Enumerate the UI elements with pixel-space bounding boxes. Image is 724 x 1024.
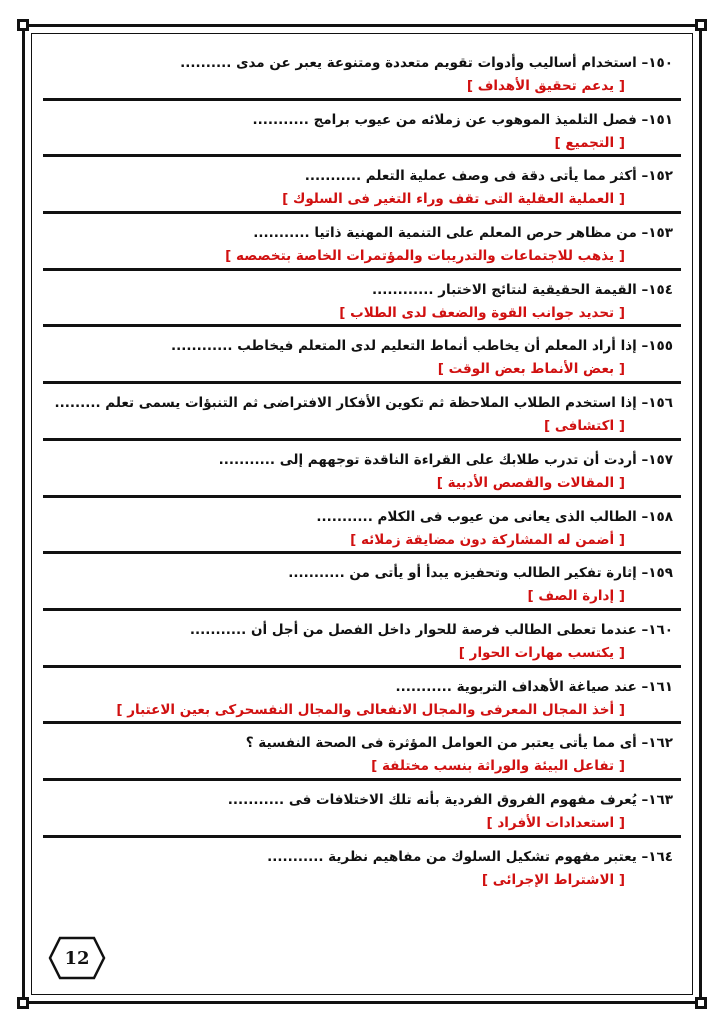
answer-text: [ بعض الأنماط بعض الوقت ] bbox=[437, 361, 625, 378]
question-item bbox=[43, 838, 681, 895]
question-text: ١٥١– فصل التلميذ الموهوب عن زملائه من عيوب برامج ........... bbox=[252, 111, 673, 128]
question-item bbox=[43, 214, 681, 271]
question-text: ١٦١– عند صياغة الأهداف التربوية ........... bbox=[395, 678, 673, 695]
question-item bbox=[43, 554, 681, 611]
border-corner-ornament bbox=[695, 19, 707, 31]
question-list bbox=[43, 44, 681, 894]
question-text: ١٥٤– القيمة الحقيقية لنتائج الاختبار ............ bbox=[372, 281, 673, 298]
question-text: ١٦٤– يعتبر مفهوم تشكيل السلوك من مفاهيم نظرية ........... bbox=[267, 848, 673, 865]
page-number-badge bbox=[48, 936, 106, 980]
question-text: ١٦٢– أى مما يأتى يعتبر من العوامل المؤثرة فى الصحة النفسية ؟ bbox=[245, 735, 673, 752]
answer-text: [ إدارة الصف ] bbox=[527, 588, 625, 605]
question-text: ١٥٨– الطالب الذى يعانى من عيوب فى الكلام ........... bbox=[316, 508, 673, 525]
question-item bbox=[43, 781, 681, 838]
border-corner-ornament bbox=[695, 997, 707, 1009]
border-corner-ornament bbox=[17, 19, 29, 31]
answer-text: [ يدعم تحقيق الأهداف ] bbox=[466, 78, 625, 94]
question-text: ١٥٠– استخدام أساليب وأدوات تقويم متعددة ومتنوعة يعبر عن مدى .......... bbox=[180, 55, 673, 71]
border-corner-ornament bbox=[17, 997, 29, 1009]
question-item bbox=[43, 668, 681, 725]
question-text: ١٥٧– أردت أن تدرب طلابك على القراءة الناقدة توجههم إلى ........... bbox=[218, 451, 673, 468]
question-item bbox=[43, 498, 681, 555]
question-item bbox=[43, 724, 681, 781]
answer-text: [ المقالات والقصص الأدبية ] bbox=[436, 474, 625, 491]
page-number: 12 bbox=[64, 947, 90, 969]
question-item bbox=[43, 44, 681, 101]
answer-text: [ التجميع ] bbox=[554, 134, 625, 151]
answer-text: [ تحديد جوانب القوة والضعف لدى الطلاب ] bbox=[339, 304, 625, 321]
question-item bbox=[43, 384, 681, 441]
answer-text: [ أخذ المجال المعرفى والمجال الانفعالى والمجال النفسحركى بعين الاعتبار ] bbox=[116, 701, 625, 718]
answer-text: [ العملية العقلية التى تقف وراء التغير فى السلوك ] bbox=[282, 191, 625, 208]
question-item bbox=[43, 157, 681, 214]
answer-text: [ تفاعل البيئة والوراثة بنسب مختلفة ] bbox=[371, 758, 625, 775]
question-text: ١٥٩– إثارة تفكير الطالب وتحفيزه يبدأ أو يأتى من ........... bbox=[288, 565, 673, 582]
answer-text: [ يكتسب مهارات الحوار ] bbox=[458, 644, 625, 661]
question-item bbox=[43, 271, 681, 328]
question-item bbox=[43, 611, 681, 668]
answer-text: [ استعدادات الأفراد ] bbox=[486, 814, 625, 831]
question-text: ١٥٦– إذا استخدم الطلاب الملاحظة ثم تكوين الأفكار الافتراضى ثم التنبؤات يسمى تعلم ......... bbox=[54, 395, 673, 412]
question-text: ١٥٢– أكثر مما يأتى دقة فى وصف عملية التعلم ........... bbox=[304, 168, 673, 185]
answer-text: [ الاشتراط الإجرائى ] bbox=[481, 871, 625, 888]
question-item bbox=[43, 441, 681, 498]
question-text: ١٦٣– يُعرف مفهوم الفروق الفردية بأنه تلك الاختلافات فى ........... bbox=[227, 791, 673, 808]
answer-text: [ أضمن له المشاركة دون مضايقة زملائه ] bbox=[350, 531, 625, 548]
question-text: ١٥٣– من مظاهر حرص المعلم على التنمية المهنية ذاتيا ........... bbox=[253, 225, 673, 242]
question-item bbox=[43, 327, 681, 384]
question-text: ١٦٠– عندما تعطى الطالب فرصة للحوار داخل الفصل من أجل أن ........... bbox=[189, 621, 673, 638]
question-item bbox=[43, 101, 681, 158]
answer-text: [ اكتشافى ] bbox=[543, 418, 625, 435]
answer-text: [ يذهب للاجتماعات والتدريبات والمؤتمرات الخاصة بتخصصه ] bbox=[225, 248, 625, 265]
question-text: ١٥٥– إذا أراد المعلم أن يخاطب أنماط التعليم لدى المتعلم فيخاطب ............ bbox=[171, 338, 673, 355]
